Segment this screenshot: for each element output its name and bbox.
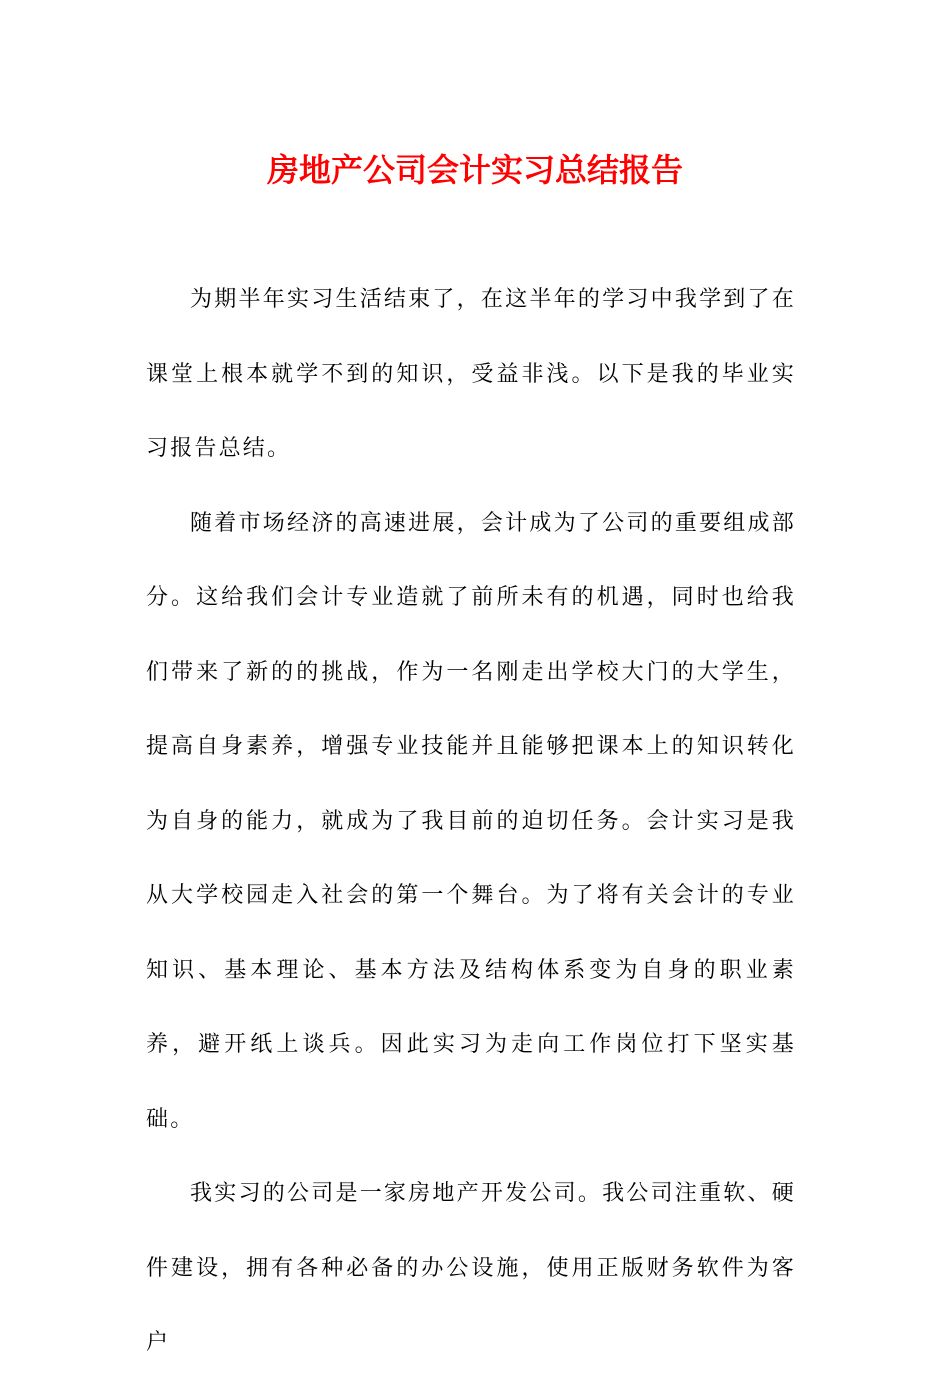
document-body bbox=[146, 263, 796, 1381]
paragraph-background: 随着市场经济的高速进展，会计成为了公司的重要组成部分。这给我们会计专业造就了前所未有的机遇，同时也给我们带来了新的的挑战，作为一名刚走出学校大门的大学生，提高自身素养，增强专业技能并且能够把课本上的知识转化为自身的能力，就成为了我目前的迫切任务。会计实习是我从大学校园走入社会的第一个舞台。为了将有关会计的专业知识、基本理论、基本方法及结构体系变为自身的职业素养，避开纸上谈兵。因此实习为走向工作岗位打下坚实基础。 bbox=[146, 510, 796, 1132]
paragraph-intro: 为期半年实习生活结束了，在这半年的学习中我学到了在课堂上根本就学不到的知识，受益非浅。以下是我的毕业实习报告总结。 bbox=[146, 287, 796, 461]
paragraph-company: 我实习的公司是一家房地产开发公司。我公司注重软、硬件建设，拥有各种必备的办公设施，使用正版财务软件为客户 bbox=[146, 1181, 796, 1355]
document-title: 房地产公司会计实习总结报告 bbox=[266, 151, 683, 189]
